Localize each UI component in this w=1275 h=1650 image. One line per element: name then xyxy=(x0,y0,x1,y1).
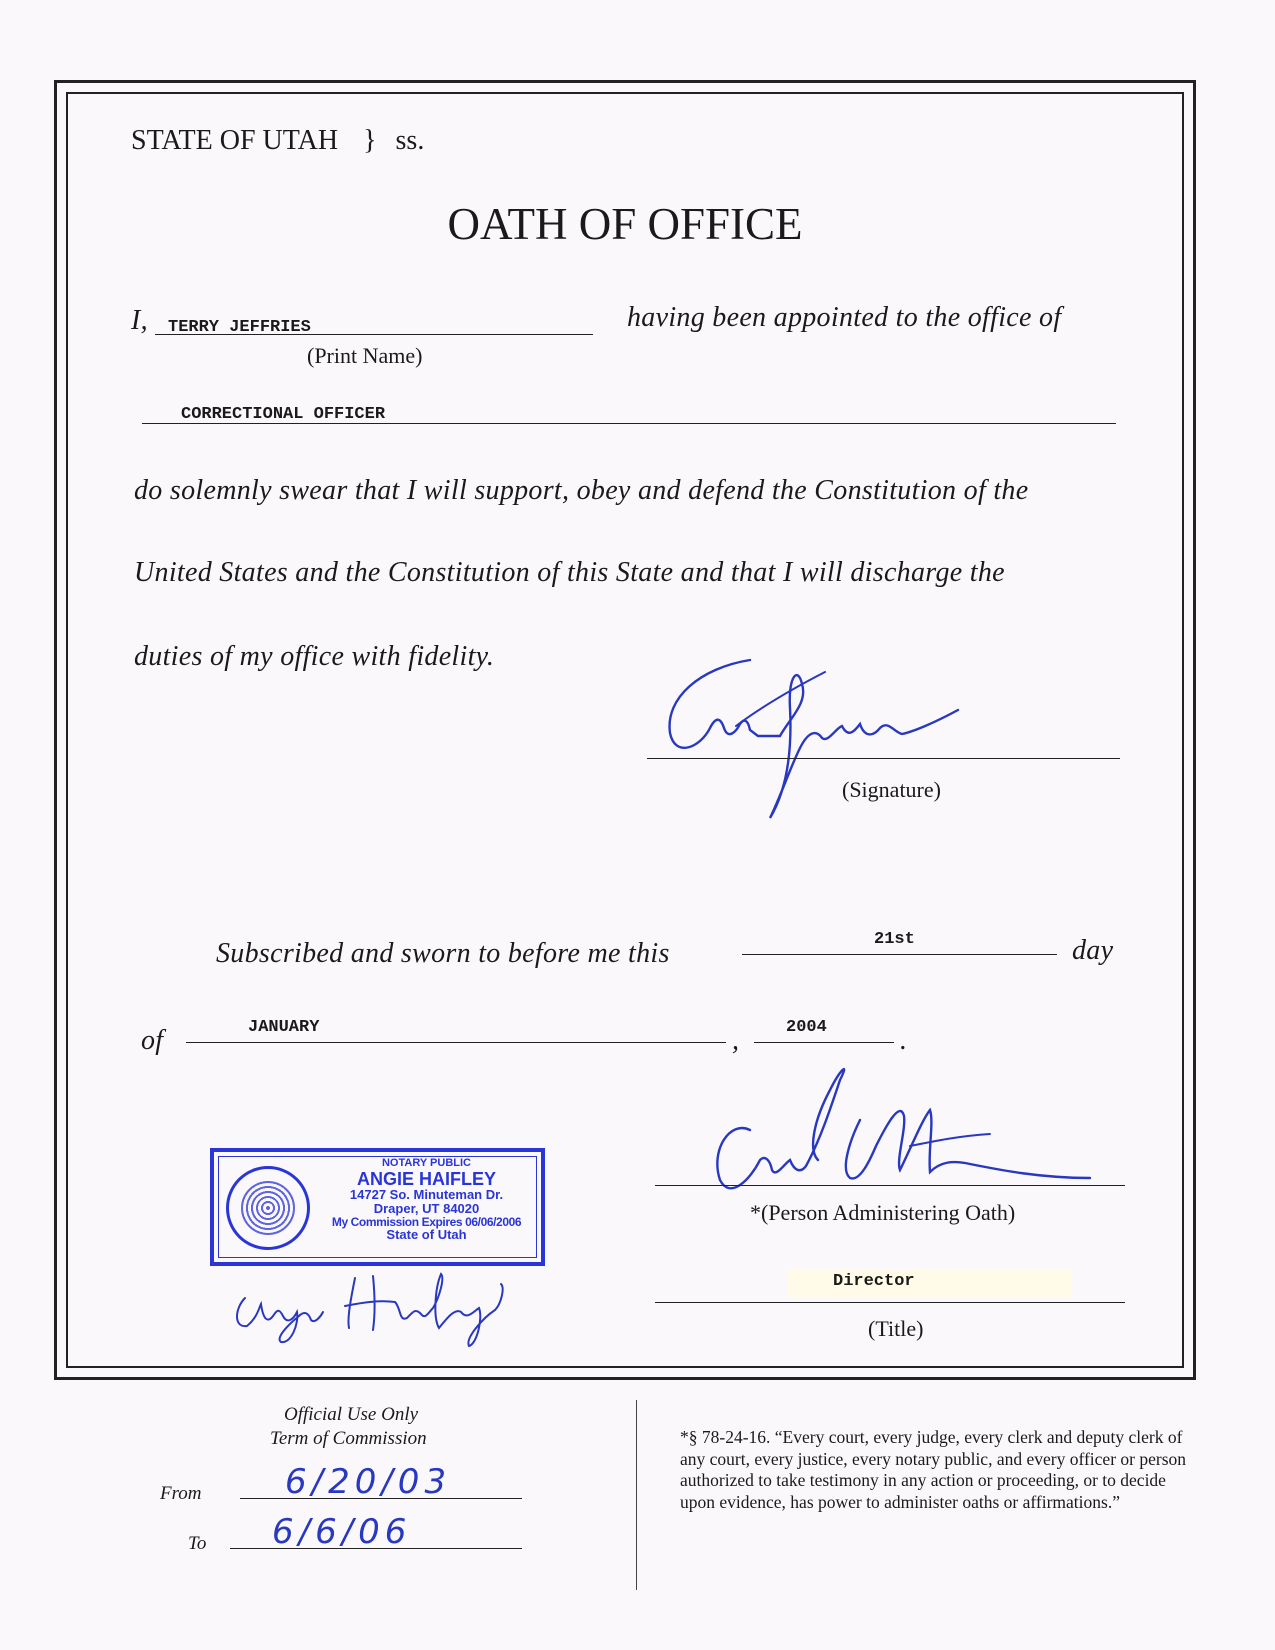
document-title: OATH OF OFFICE xyxy=(447,199,803,249)
administrator-caption: *(Person Administering Oath) xyxy=(750,1200,1016,1225)
title-line xyxy=(655,1302,1125,1303)
signature-caption: (Signature) xyxy=(842,777,941,802)
title-caption: (Title) xyxy=(868,1316,924,1341)
office-value: CORRECTIONAL OFFICER xyxy=(181,405,386,424)
day-value: 21st xyxy=(874,930,915,949)
office-line xyxy=(142,423,1116,424)
print-name-line xyxy=(155,334,593,335)
footer-divider xyxy=(636,1400,637,1590)
stamp-line-3: 14727 So. Minuteman Dr. xyxy=(349,1187,504,1203)
stamp-line-6: State of Utah xyxy=(386,1227,467,1243)
administrator-signature-line xyxy=(655,1185,1125,1186)
year-line xyxy=(754,1042,894,1043)
notary-stamp xyxy=(210,1148,545,1266)
from-line xyxy=(240,1498,522,1499)
year-value: 2004 xyxy=(786,1018,827,1037)
administrator-signature-image xyxy=(690,1060,1110,1210)
period: . xyxy=(900,1025,908,1056)
oath-line-2: United States and the Constitution of this State and that I will discharge the xyxy=(134,557,1005,588)
title-label-sticker xyxy=(787,1269,1072,1297)
to-line xyxy=(230,1548,522,1549)
term-of-commission-heading: Term of Commission xyxy=(270,1428,427,1449)
stamp-line-4: Draper, UT 84020 xyxy=(373,1201,480,1217)
day-line xyxy=(742,954,1057,955)
comma: , xyxy=(732,1025,740,1056)
oath-line-3: duties of my office with fidelity. xyxy=(134,641,495,672)
stamp-line-2: ANGIE HAIFLEY xyxy=(356,1168,496,1189)
from-label: From xyxy=(160,1483,202,1504)
month-value: JANUARY xyxy=(248,1018,320,1037)
state-seal-icon xyxy=(226,1166,310,1250)
brace: } xyxy=(363,125,377,156)
statute-footnote: *§ 78-24-16. “Every court, every judge, every clerk and deputy clerk of any court, every justice, every notary public, and every officer or person authorized to take testimony in any action or proceeding, or to decide upon evidence, has power to administer oaths or affirmations.” xyxy=(680,1427,1187,1512)
notary-handwritten-signature-image xyxy=(225,1268,545,1348)
print-name-caption: (Print Name) xyxy=(307,343,423,368)
oath-line-1: do solemnly swear that I will support, obey and defend the Constitution of the xyxy=(134,475,1029,506)
from-value: 6/20/03 xyxy=(285,1462,452,1502)
appointed-text: having been appointed to the office of xyxy=(627,302,1062,333)
print-name-value: TERRY JEFFRIES xyxy=(168,318,311,337)
day-word: day xyxy=(1072,935,1114,966)
appointee-signature-image xyxy=(640,648,1030,828)
official-use-heading: Official Use Only xyxy=(284,1404,419,1425)
state-heading xyxy=(131,125,424,157)
sworn-text: Subscribed and sworn to before me this xyxy=(216,938,670,969)
stamp-line-5: My Commission Expires 06/06/2006 xyxy=(331,1214,522,1229)
state-name: STATE OF UTAH xyxy=(131,125,339,156)
to-label: To xyxy=(188,1533,207,1554)
title-value: Director xyxy=(833,1272,915,1291)
ss-mark: ss. xyxy=(395,125,425,156)
signature-line xyxy=(647,758,1120,759)
of-word: of xyxy=(141,1025,164,1056)
to-value: 6/6/06 xyxy=(272,1512,412,1552)
month-line xyxy=(186,1042,726,1043)
stamp-line-1: NOTARY PUBLIC xyxy=(381,1157,472,1169)
i-prefix: I, xyxy=(131,305,148,336)
